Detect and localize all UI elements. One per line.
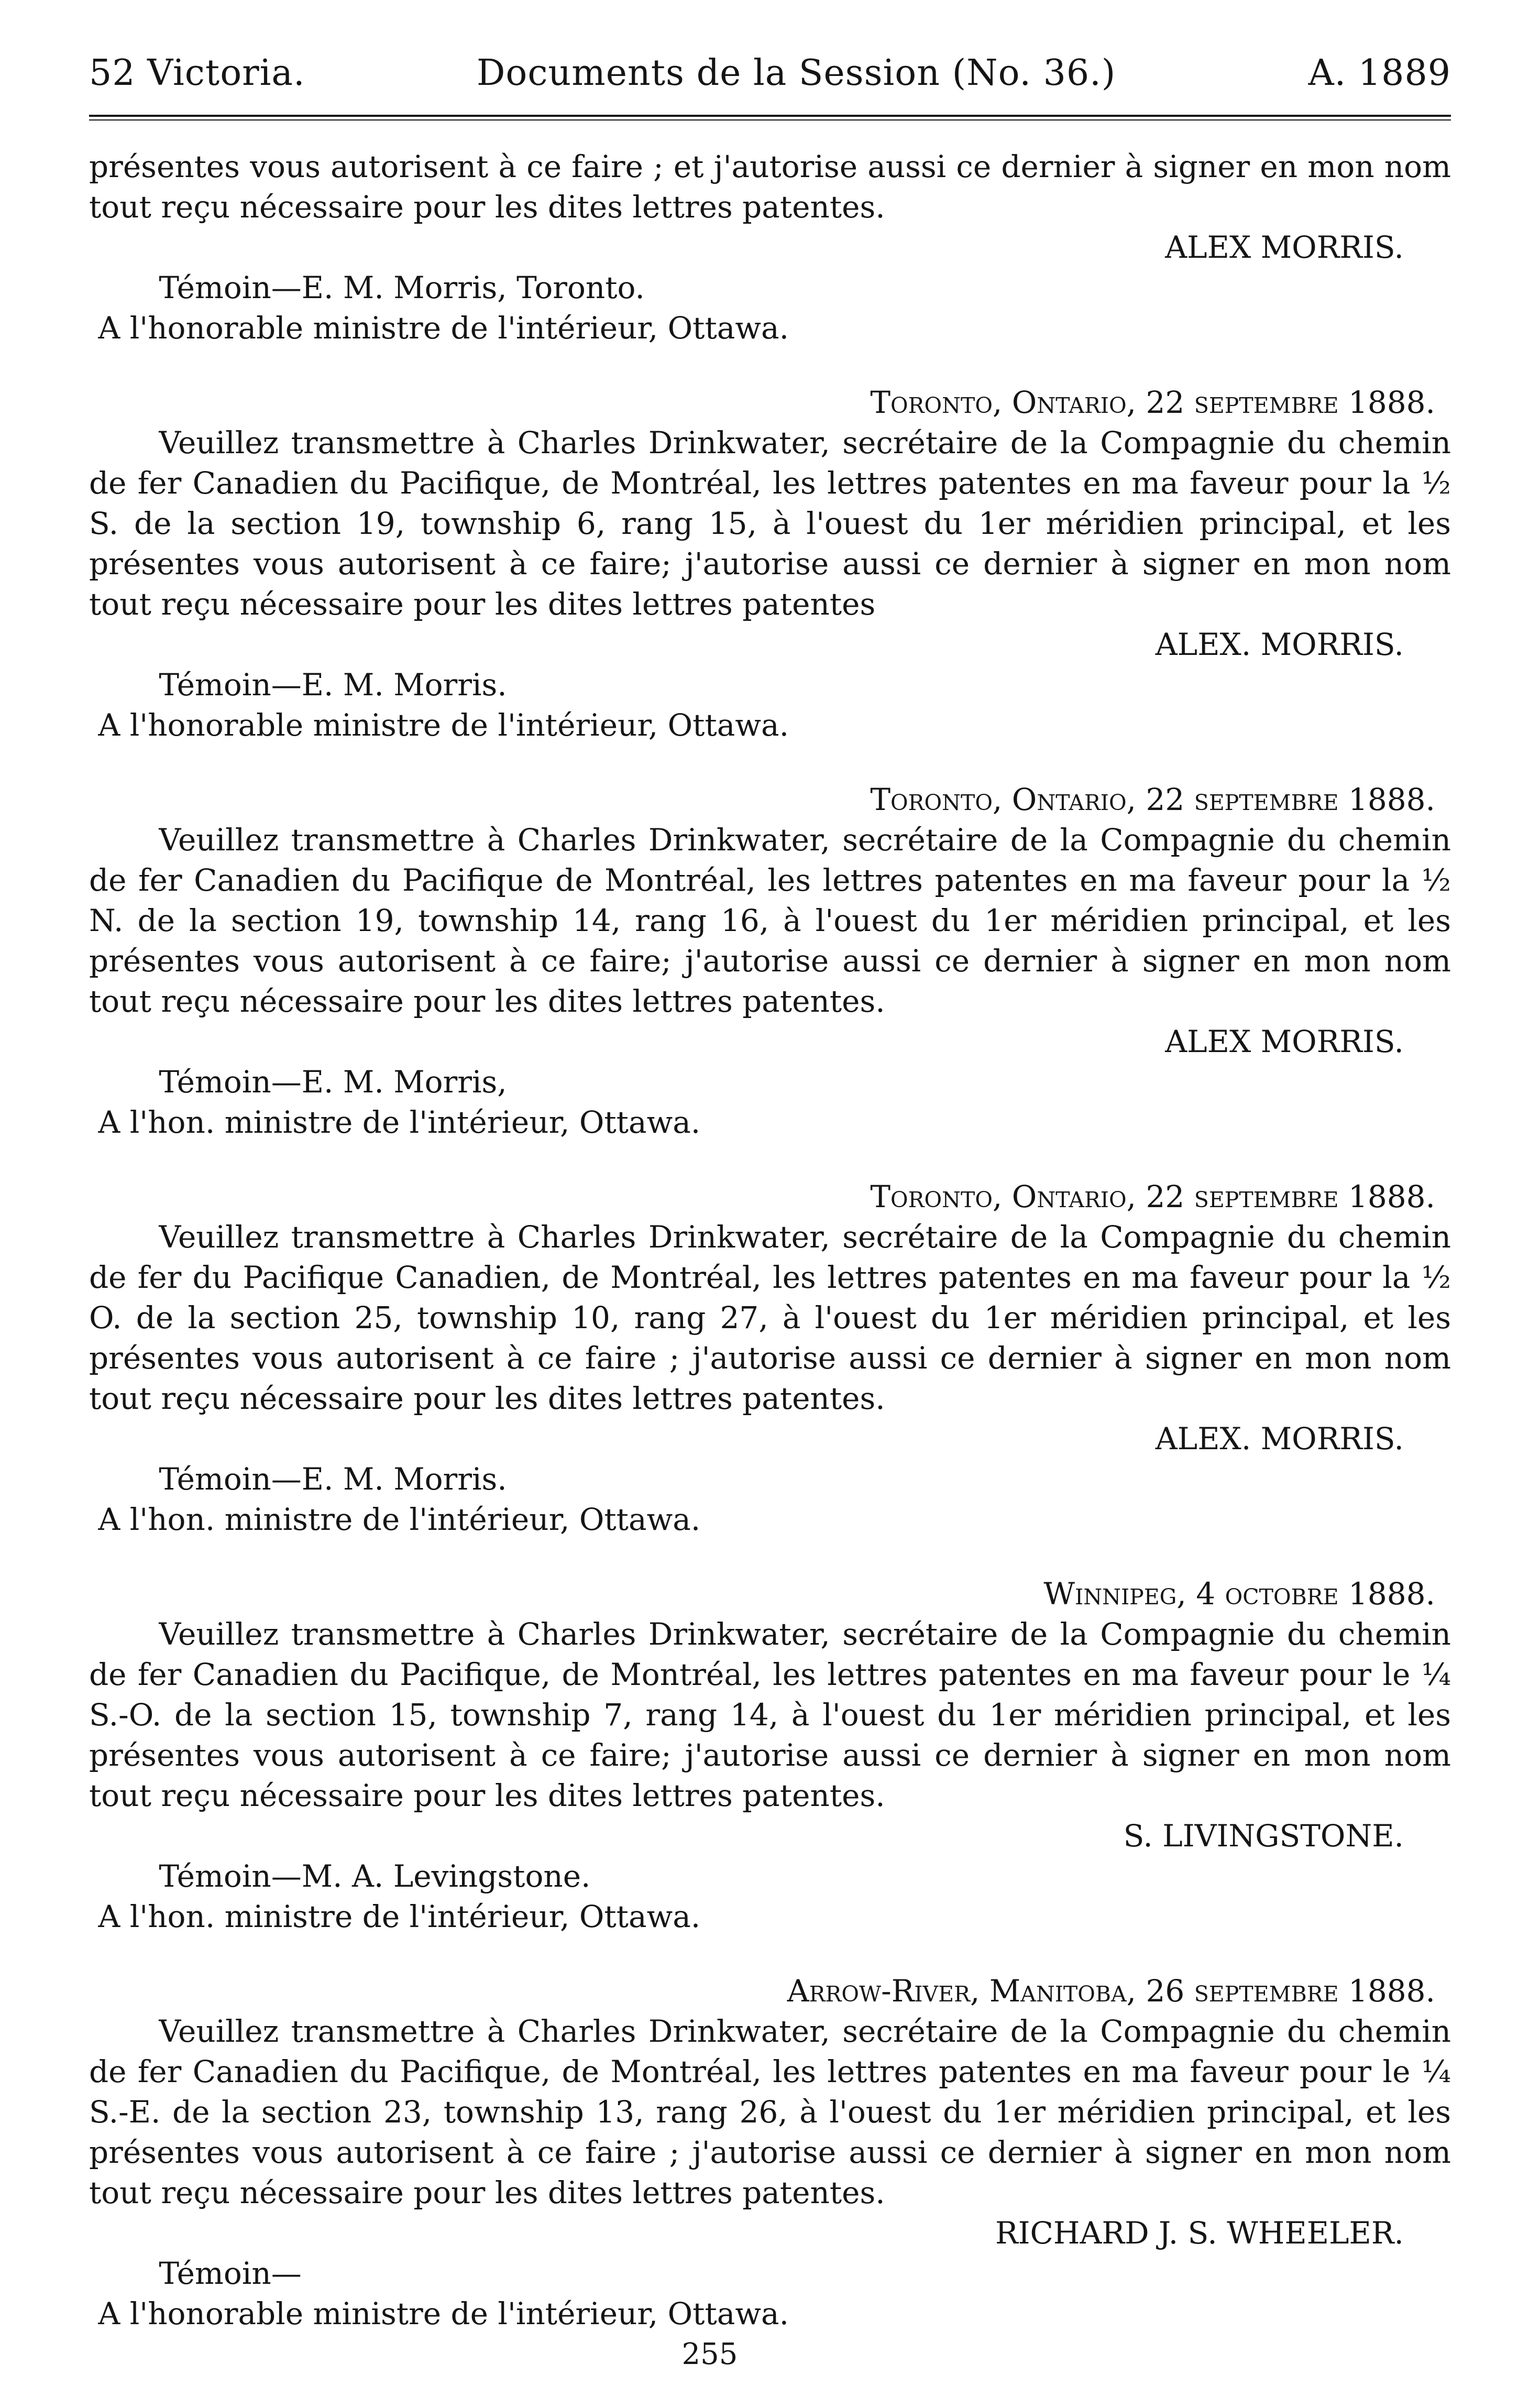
letter-signature: S. LIVINGSTONE. — [1123, 1818, 1404, 1854]
letter-recipient: A l'honorable ministre de l'intérieur, Ottawa. — [98, 310, 789, 346]
letter-signature: ALEX. MORRIS. — [1155, 1421, 1404, 1457]
letter-fragment — [89, 147, 1451, 348]
letter-text: Veuillez transmettre à Charles Drinkwater, secrétaire de la Compagnie du chemin de fer du Pacifique Canadien, de Montréal, les lettres patentes en ma faveur pour la ½ O. de la section 25, township 10, rang 27, à l'ouest du 1er méridien principal, et les présentes vous autorisent à ce faire ; j'autorise aussi ce dernier à signer en mon nom tout reçu nécessaire pour les dites lettres patentes. — [89, 1219, 1451, 1416]
letter — [89, 1574, 1451, 1937]
letter-recipient: A l'hon. ministre de l'intérieur, Ottawa. — [98, 1899, 701, 1934]
letter-recipient: A l'honorable ministre de l'intérieur, Ottawa. — [98, 2296, 789, 2332]
letter-witness: Témoin—E. M. Morris. — [159, 1461, 507, 1497]
header-title: Documents de la Session (No. 36.) — [476, 52, 1116, 94]
letter-recipient: A l'hon. ministre de l'intérieur, Ottawa. — [98, 1104, 701, 1140]
letter-witness: Témoin—E. M. Morris, Toronto. — [159, 270, 645, 305]
page-number: 255 — [681, 2337, 738, 2371]
letter-witness: Témoin—E. M. Morris. — [159, 667, 507, 703]
header-rule — [89, 115, 1451, 121]
letter-text: Veuillez transmettre à Charles Drinkwater, secrétaire de la Compagnie du chemin de fer Canadien du Pacifique, de Montréal, les lettres patentes en ma faveur pour le ¼ S.-O. de la section 15, township 7, rang 14, à l'ouest du 1er méridien principal, et les présentes vous autorisent à ce faire; j'autorise aussi ce dernier à signer en mon nom tout reçu nécessaire pour les dites lettres patentes. — [89, 1616, 1451, 1813]
letter-dateline: Winnipeg, 4 octobre 1888. — [1043, 1576, 1435, 1612]
letter-dateline: Toronto, Ontario, 22 septembre 1888. — [870, 782, 1435, 817]
letter-dateline: Toronto, Ontario, 22 septembre 1888. — [870, 385, 1435, 420]
letter-text: Veuillez transmettre à Charles Drinkwater, secrétaire de la Compagnie du chemin de fer Canadien du Pacifique, de Montréal, les lettres patentes en ma faveur pour la ½ S. de la section 19, township 6, rang 15, à l'ouest du 1er méridien principal, et les présentes vous autorisent à ce faire; j'autorise aussi ce dernier à signer en mon nom tout reçu nécessaire pour les dites lettres patentes — [89, 425, 1451, 622]
letter-dateline: Arrow-River, Manitoba, 26 septembre 1888. — [787, 1973, 1435, 2009]
letter-signature: ALEX. MORRIS. — [1155, 627, 1404, 662]
letter-signature: ALEX MORRIS. — [1165, 229, 1404, 265]
header-year: A. 1889 — [1308, 52, 1451, 94]
letter-witness: Témoin—E. M. Morris, — [159, 1064, 507, 1100]
header-volume: 52 Victoria. — [89, 52, 305, 94]
letter-text: présentes vous autorisent à ce faire ; et j'autorise aussi ce dernier à signer en mon nom tout reçu nécessaire pour les dites lettres patentes. — [89, 149, 1451, 225]
letter-signature: ALEX MORRIS. — [1165, 1024, 1404, 1059]
letter — [89, 1971, 1451, 2334]
letter — [89, 1177, 1451, 1540]
letter-recipient: A l'hon. ministre de l'intérieur, Ottawa. — [98, 1502, 701, 1537]
letter-dateline: Toronto, Ontario, 22 septembre 1888. — [870, 1179, 1435, 1214]
page-header — [89, 52, 1451, 94]
letter — [89, 382, 1451, 746]
letter-text: Veuillez transmettre à Charles Drinkwater, secrétaire de la Compagnie du chemin de fer Canadien du Pacifique de Montréal, les lettres patentes en ma faveur pour la ½ N. de la section 19, township 14, rang 16, à l'ouest du 1er méridien principal, et les présentes vous autorisent à ce faire; j'autorise aussi ce dernier à signer en mon nom tout reçu nécessaire pour les dites lettres patentes. — [89, 822, 1451, 1019]
letter — [89, 780, 1451, 1143]
letter-text: Veuillez transmettre à Charles Drinkwater, secrétaire de la Compagnie du chemin de fer Canadien du Pacifique, de Montréal, les lettres patentes en ma faveur pour le ¼ S.-E. de la section 23, township 13, rang 26, à l'ouest du 1er méridien principal, et les présentes vous autorisent à ce faire ; j'autorise aussi ce dernier à signer en mon nom tout reçu nécessaire pour les dites lettres patentes. — [89, 2013, 1451, 2210]
letter-recipient: A l'honorable ministre de l'intérieur, Ottawa. — [98, 707, 789, 743]
document-body — [89, 147, 1451, 2374]
letter-witness: Témoin—M. A. Levingstone. — [159, 1858, 591, 1894]
letter-witness: Témoin— — [159, 2256, 302, 2291]
letter-signature: RICHARD J. S. WHEELER. — [995, 2215, 1404, 2251]
